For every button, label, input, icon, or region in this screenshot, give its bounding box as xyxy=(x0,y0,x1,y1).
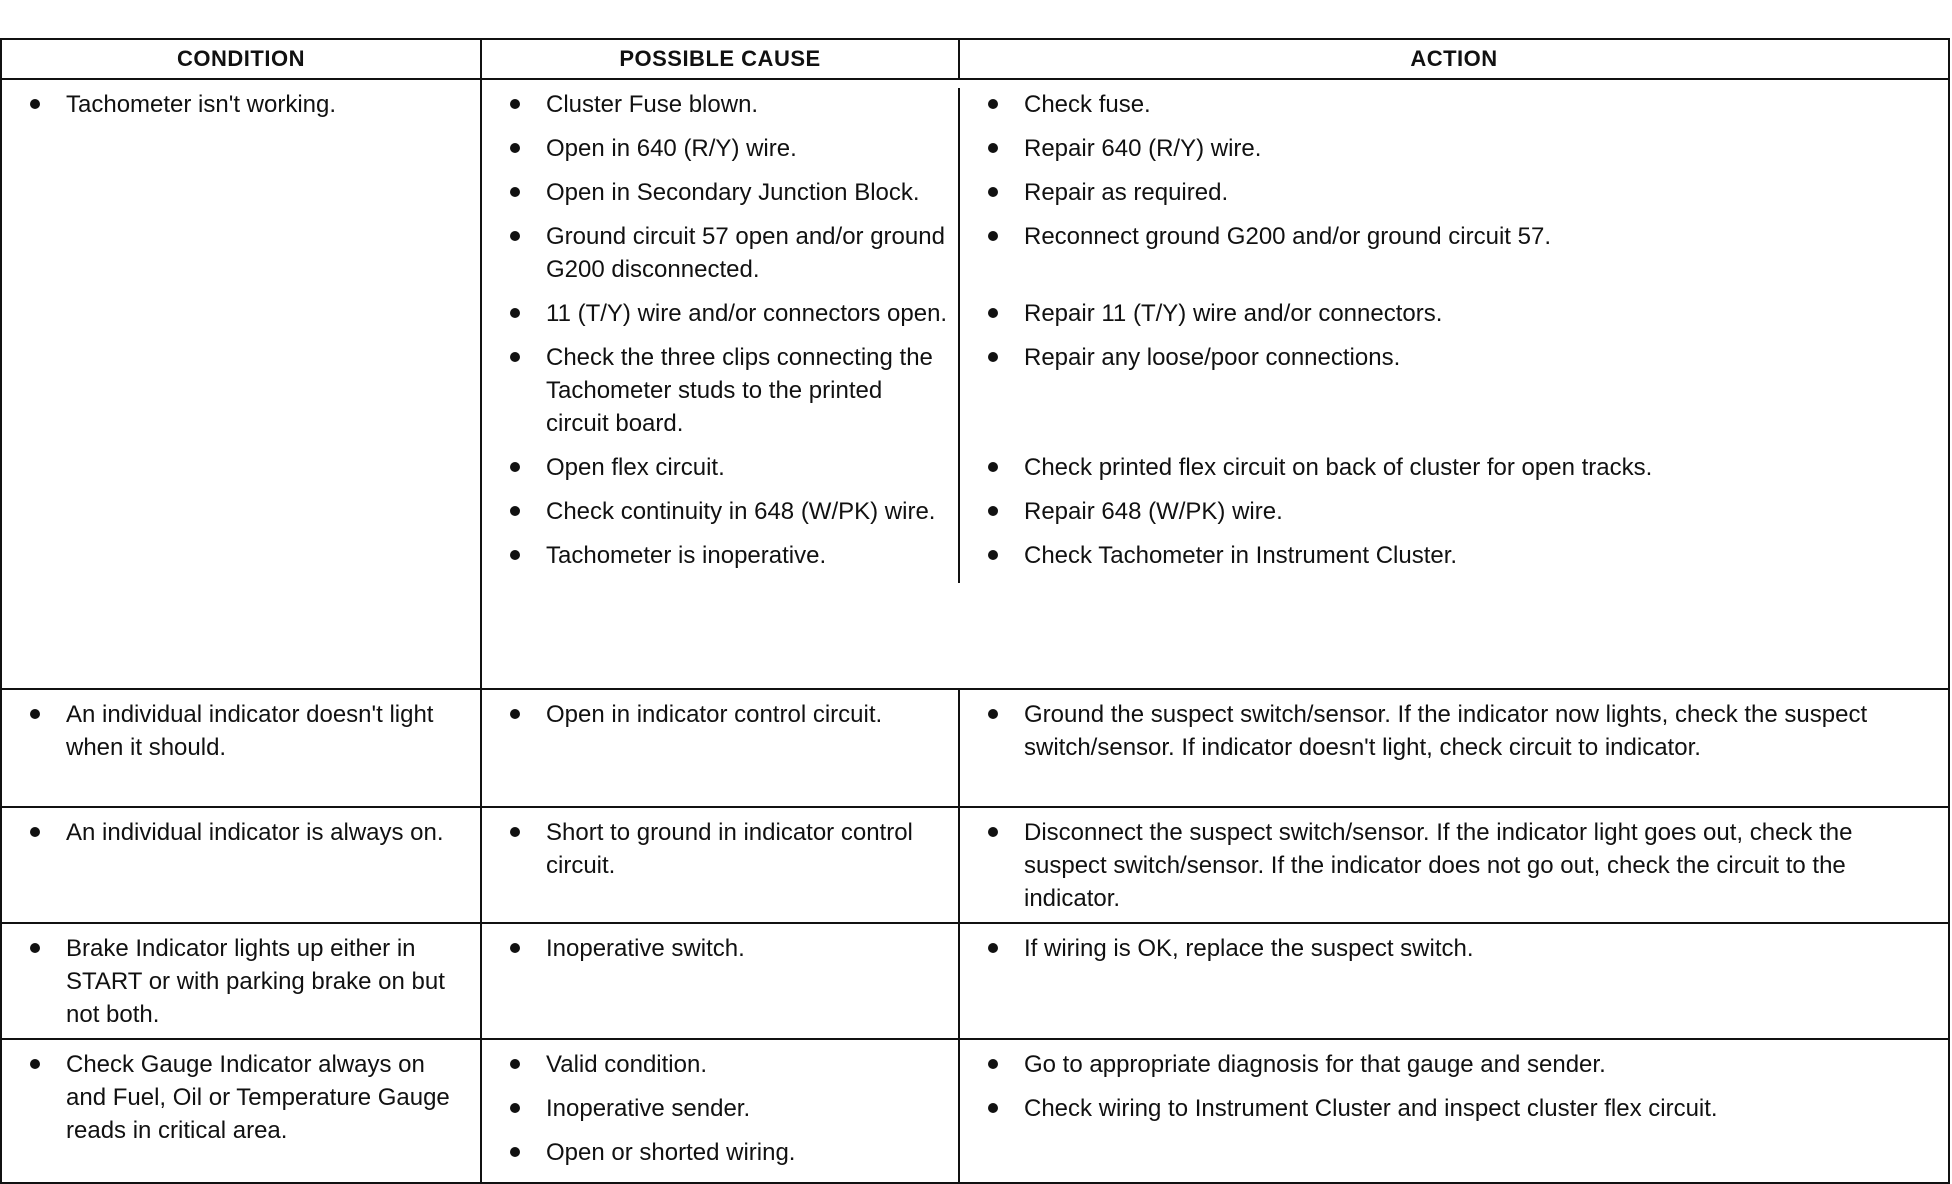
cause-item: Inoperative switch. xyxy=(506,932,948,965)
action-item: Repair as required. xyxy=(984,176,1938,209)
condition-cell xyxy=(2,80,482,688)
action-cell xyxy=(960,808,1948,922)
condition-text: Check Gauge Indicator always on and Fuel, Oil or Temperature Gauge reads in critical area. xyxy=(26,1048,470,1147)
action-cell xyxy=(960,690,1948,806)
header-possible-cause: POSSIBLE CAUSE xyxy=(482,40,960,78)
cause-action-pair xyxy=(482,176,1948,220)
cause-item: Check continuity in 648 (W/PK) wire. xyxy=(506,495,948,528)
cause-item: Tachometer is inoperative. xyxy=(506,539,948,572)
cause-item: Cluster Fuse blown. xyxy=(506,88,948,121)
table-row xyxy=(2,924,1948,1040)
action-cell xyxy=(960,1040,1948,1182)
action-item: Go to appropriate diagnosis for that gauge and sender. xyxy=(984,1048,1938,1081)
cause-item: Check the three clips connecting the Tachometer studs to the printed circuit board. xyxy=(506,341,948,440)
diagnosis-table xyxy=(0,38,1950,1184)
table-row xyxy=(2,690,1948,808)
action-item: Repair any loose/poor connections. xyxy=(984,341,1938,374)
condition-text: Tachometer isn't working. xyxy=(26,88,470,121)
condition-text: An individual indicator is always on. xyxy=(26,816,470,849)
condition-text: Brake Indicator lights up either in START or with parking brake on but not both. xyxy=(26,932,470,1031)
header-action: ACTION xyxy=(1410,46,1498,71)
action-item: If wiring is OK, replace the suspect switch. xyxy=(984,932,1938,965)
action-item: Repair 640 (R/Y) wire. xyxy=(984,132,1938,165)
cause-action-pair xyxy=(482,495,1948,539)
action-item: Check printed flex circuit on back of cluster for open tracks. xyxy=(984,451,1938,484)
cause-item: Short to ground in indicator control circuit. xyxy=(506,816,948,882)
cause-item: Open in 640 (R/Y) wire. xyxy=(506,132,948,165)
cause-action-pair xyxy=(482,132,1948,176)
cause-action-pair xyxy=(482,297,1948,341)
action-item: Repair 648 (W/PK) wire. xyxy=(984,495,1938,528)
cause-action-pair xyxy=(482,341,1948,451)
action-item: Ground the suspect switch/sensor. If the indicator now lights, check the suspect switch/sensor. If indicator doesn't light, check circuit to indicator. xyxy=(984,698,1938,764)
cause-item: 11 (T/Y) wire and/or connectors open. xyxy=(506,297,948,330)
cause-action-pair xyxy=(482,451,1948,495)
action-item: Check fuse. xyxy=(984,88,1938,121)
action-item: Check Tachometer in Instrument Cluster. xyxy=(984,539,1938,572)
table-row xyxy=(2,1040,1948,1182)
header-condition: CONDITION xyxy=(2,40,482,78)
cause-item: Open in Secondary Junction Block. xyxy=(506,176,948,209)
cause-item: Ground circuit 57 open and/or ground G200 disconnected. xyxy=(506,220,948,286)
cause-item: Open or shorted wiring. xyxy=(506,1136,948,1169)
condition-cell xyxy=(2,1040,482,1182)
action-cell xyxy=(960,924,1948,1038)
cause-item: Open in indicator control circuit. xyxy=(506,698,948,731)
cause-cell xyxy=(482,1040,960,1182)
action-item: Reconnect ground G200 and/or ground circuit 57. xyxy=(984,220,1938,253)
table-row xyxy=(2,80,1948,690)
action-item: Disconnect the suspect switch/sensor. If the indicator light goes out, check the suspect switch/sensor. If the indicator does not go out, check the circuit to the indicator. xyxy=(984,816,1938,915)
condition-text: An individual indicator doesn't light when it should. xyxy=(26,698,470,764)
table-header xyxy=(2,40,1948,80)
cause-action-pairs xyxy=(482,80,1948,688)
cause-action-pair xyxy=(482,539,1948,583)
table-row xyxy=(2,808,1948,924)
cause-item: Open flex circuit. xyxy=(506,451,948,484)
cause-action-pair xyxy=(482,88,1948,132)
cause-cell xyxy=(482,808,960,922)
action-item: Check wiring to Instrument Cluster and inspect cluster flex circuit. xyxy=(984,1092,1938,1125)
condition-cell xyxy=(2,690,482,806)
condition-cell xyxy=(2,808,482,922)
cause-action-pair xyxy=(482,220,1948,297)
cause-item: Inoperative sender. xyxy=(506,1092,948,1125)
condition-cell xyxy=(2,924,482,1038)
cause-cell xyxy=(482,690,960,806)
cause-item: Valid condition. xyxy=(506,1048,948,1081)
action-item: Repair 11 (T/Y) wire and/or connectors. xyxy=(984,297,1938,330)
cause-cell xyxy=(482,924,960,1038)
